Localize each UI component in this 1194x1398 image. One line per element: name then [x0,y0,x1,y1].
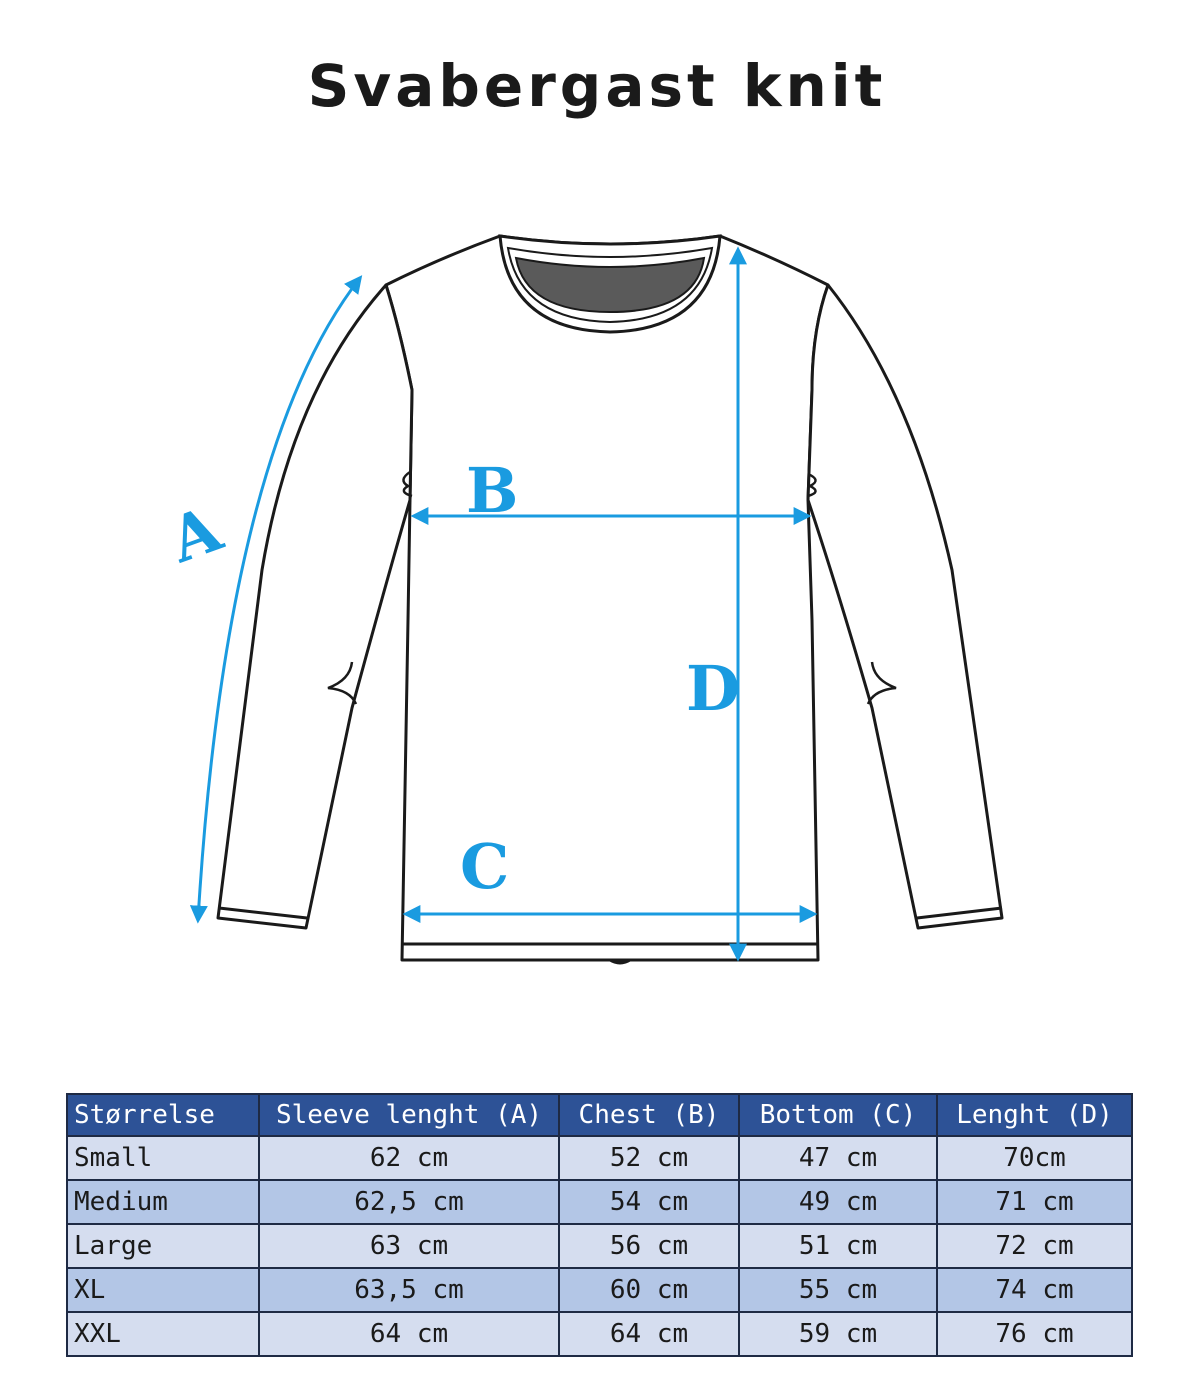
table-row [67,1136,1132,1180]
table-cell: 71 cm [937,1180,1132,1224]
table-cell: 59 cm [739,1312,937,1356]
table-cell: 62,5 cm [259,1180,559,1224]
table-cell: 52 cm [559,1136,739,1180]
table-cell: 64 cm [559,1312,739,1356]
table-cell: 51 cm [739,1224,937,1268]
table-cell: 72 cm [937,1224,1132,1268]
table-cell: XXL [67,1312,259,1356]
column-header: Sleeve lenght (A) [259,1094,559,1136]
table-cell: 56 cm [559,1224,739,1268]
column-header: Lenght (D) [937,1094,1132,1136]
page-title: Svabergast knit [307,52,887,120]
table-row [67,1180,1132,1224]
table-cell: 55 cm [739,1268,937,1312]
table-cell: 74 cm [937,1268,1132,1312]
column-header: Størrelse [67,1094,259,1136]
label-a: A [160,492,231,578]
label-d: D [686,652,740,725]
table-cell: Large [67,1224,259,1268]
size-chart-table [66,1093,1133,1357]
table-row [67,1224,1132,1268]
table-cell: 47 cm [739,1136,937,1180]
table-row [67,1312,1132,1356]
table-cell: 49 cm [739,1180,937,1224]
table-cell: Medium [67,1180,259,1224]
table-cell: XL [67,1268,259,1312]
table-cell: 60 cm [559,1268,739,1312]
table-header-row [67,1094,1132,1136]
table-cell: 70cm [937,1136,1132,1180]
table-cell: 63,5 cm [259,1268,559,1312]
table-cell: 64 cm [259,1312,559,1356]
table-cell: 63 cm [259,1224,559,1268]
column-header: Bottom (C) [739,1094,937,1136]
label-c: C [460,830,510,903]
column-header: Chest (B) [559,1094,739,1136]
table-cell: 62 cm [259,1136,559,1180]
table-row [67,1268,1132,1312]
table-cell: 76 cm [937,1312,1132,1356]
label-b: B [466,454,519,527]
table-cell: 54 cm [559,1180,739,1224]
sweater-outline [218,236,1002,960]
table-cell: Small [67,1136,259,1180]
